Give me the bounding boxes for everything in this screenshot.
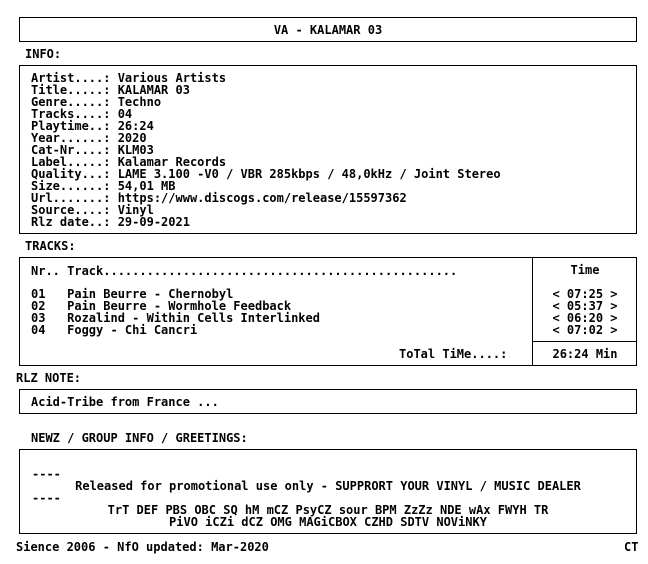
footer-left: Sience 2006 - NfO updated: Mar-2020 xyxy=(16,540,269,554)
release-title: VA - KALAMAR 03 xyxy=(273,23,383,37)
info-line: Tracks....: 04 xyxy=(31,107,133,121)
info-section-label: INFO: xyxy=(25,47,62,61)
tracks-section-label: TRACKS: xyxy=(25,239,76,253)
greetings-line-1: TrT DEF PBS OBC SQ hM mCZ PsyCZ sour BPM ZzZz NDE wAx FWYH TR xyxy=(107,503,549,517)
time-header: Time xyxy=(570,263,600,277)
greetings-line-2: PiVO iCZi dCZ OMG MAGiCBOX CZHD SDTV NOViNKY xyxy=(169,515,487,529)
tracks-box xyxy=(19,257,637,366)
track-list xyxy=(31,288,320,336)
footer-right: CT xyxy=(624,540,639,554)
info-line: Title.....: KALAMAR 03 xyxy=(31,83,190,97)
track-time-list xyxy=(533,288,637,336)
total-time-divider xyxy=(532,341,636,342)
info-box xyxy=(19,65,637,234)
info-line: Label.....: Kalamar Records xyxy=(31,155,227,169)
info-line: Size......: 54,01 MB xyxy=(31,179,176,193)
title-box xyxy=(19,17,637,42)
newz-section-label: NEWZ / GROUP INFO / GREETINGS: xyxy=(31,431,248,445)
info-line: Playtime..: 26:24 xyxy=(31,119,154,133)
info-line: Year......: 2020 xyxy=(31,131,147,145)
info-list xyxy=(31,72,501,228)
track-row: 01 Pain Beurre - Chernobyl xyxy=(31,287,234,301)
total-time-value: 26:24 Min xyxy=(552,347,618,361)
info-line: Quality...: LAME 3.100 -V0 / VBR 285kbps / 48,0kHz / Joint Stereo xyxy=(31,167,501,181)
track-time: < 07:02 > xyxy=(552,323,618,337)
rlz-note-label: RLZ NOTE: xyxy=(16,371,82,385)
rlz-note-text: Acid-Tribe from France ... xyxy=(31,395,219,409)
track-row: 03 Rozalind - Within Cells Interlinked xyxy=(31,311,320,325)
info-line: Url.......: https://www.discogs.com/release/15597362 xyxy=(31,191,407,205)
newz-box xyxy=(19,449,637,534)
newz-promo-text: Released for promotional use only - SUPPRORT YOUR VINYL / MUSIC DEALER xyxy=(75,479,581,493)
track-time: < 07:25 > xyxy=(552,287,618,301)
track-time: < 06:20 > xyxy=(552,311,618,325)
total-time-label: ToTal TiMe....: xyxy=(399,347,508,361)
info-line: Source....: Vinyl xyxy=(31,203,154,217)
track-row: 04 Foggy - Chi Cancri xyxy=(31,323,198,337)
newz-dashes-bottom: ---- xyxy=(32,491,61,505)
newz-dashes-top: ---- xyxy=(32,467,61,481)
info-line: Artist....: Various Artists xyxy=(31,71,227,85)
info-line: Rlz date..: 29-09-2021 xyxy=(31,215,190,229)
info-line: Genre.....: Techno xyxy=(31,95,162,109)
tracks-header: Nr.. Track................................................. xyxy=(31,264,458,278)
rlz-note-box xyxy=(19,389,637,414)
info-line: Cat-Nr....: KLM03 xyxy=(31,143,154,157)
track-row: 02 Pain Beurre - Wormhole Feedback xyxy=(31,299,292,313)
track-time: < 05:37 > xyxy=(552,299,618,313)
